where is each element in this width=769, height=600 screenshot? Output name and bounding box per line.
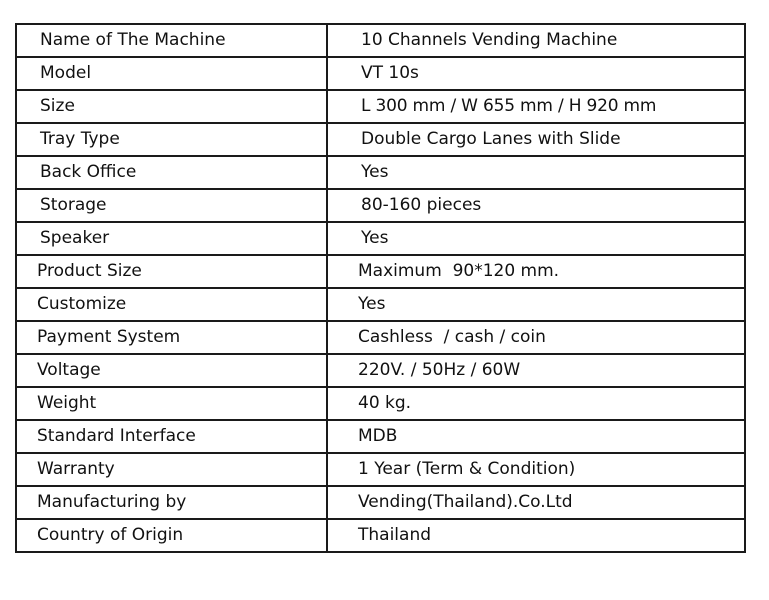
row-label: Standard Interface [16, 420, 327, 453]
row-label: Tray Type [16, 123, 327, 156]
row-value: 80-160 pieces [327, 189, 745, 222]
row-label: Country of Origin [16, 519, 327, 552]
row-value: Maximum 90*120 mm. [327, 255, 745, 288]
row-label: Payment System [16, 321, 327, 354]
table-row [16, 189, 745, 222]
row-label: Model [16, 57, 327, 90]
row-label: Warranty [16, 453, 327, 486]
row-label: Storage [16, 189, 327, 222]
row-value: Vending(Thailand).Co.Ltd [327, 486, 745, 519]
table-row [16, 222, 745, 255]
table-row [16, 24, 745, 57]
table-row [16, 354, 745, 387]
table-row [16, 387, 745, 420]
table-row [16, 90, 745, 123]
row-label: Voltage [16, 354, 327, 387]
table-row [16, 57, 745, 90]
table-row [16, 156, 745, 189]
row-label: Product Size [16, 255, 327, 288]
row-label: Weight [16, 387, 327, 420]
row-value: 10 Channels Vending Machine [327, 24, 745, 57]
row-value: Yes [327, 222, 745, 255]
spec-table [15, 23, 746, 553]
row-value: L 300 mm / W 655 mm / H 920 mm [327, 90, 745, 123]
table-row [16, 123, 745, 156]
table-row [16, 321, 745, 354]
row-value: 1 Year (Term & Condition) [327, 453, 745, 486]
row-value: MDB [327, 420, 745, 453]
row-value: Thailand [327, 519, 745, 552]
table-row [16, 288, 745, 321]
table-row [16, 255, 745, 288]
row-value: Cashless / cash / coin [327, 321, 745, 354]
row-value: 220V. / 50Hz / 60W [327, 354, 745, 387]
row-label: Name of The Machine [16, 24, 327, 57]
row-label: Customize [16, 288, 327, 321]
row-value: Yes [327, 288, 745, 321]
row-value: Double Cargo Lanes with Slide [327, 123, 745, 156]
row-label: Manufacturing by [16, 486, 327, 519]
row-value: Yes [327, 156, 745, 189]
row-value: 40 kg. [327, 387, 745, 420]
row-label: Back Office [16, 156, 327, 189]
row-label: Size [16, 90, 327, 123]
row-label: Speaker [16, 222, 327, 255]
table-row [16, 519, 745, 552]
table-row [16, 486, 745, 519]
table-row [16, 453, 745, 486]
row-value: VT 10s [327, 57, 745, 90]
table-row [16, 420, 745, 453]
